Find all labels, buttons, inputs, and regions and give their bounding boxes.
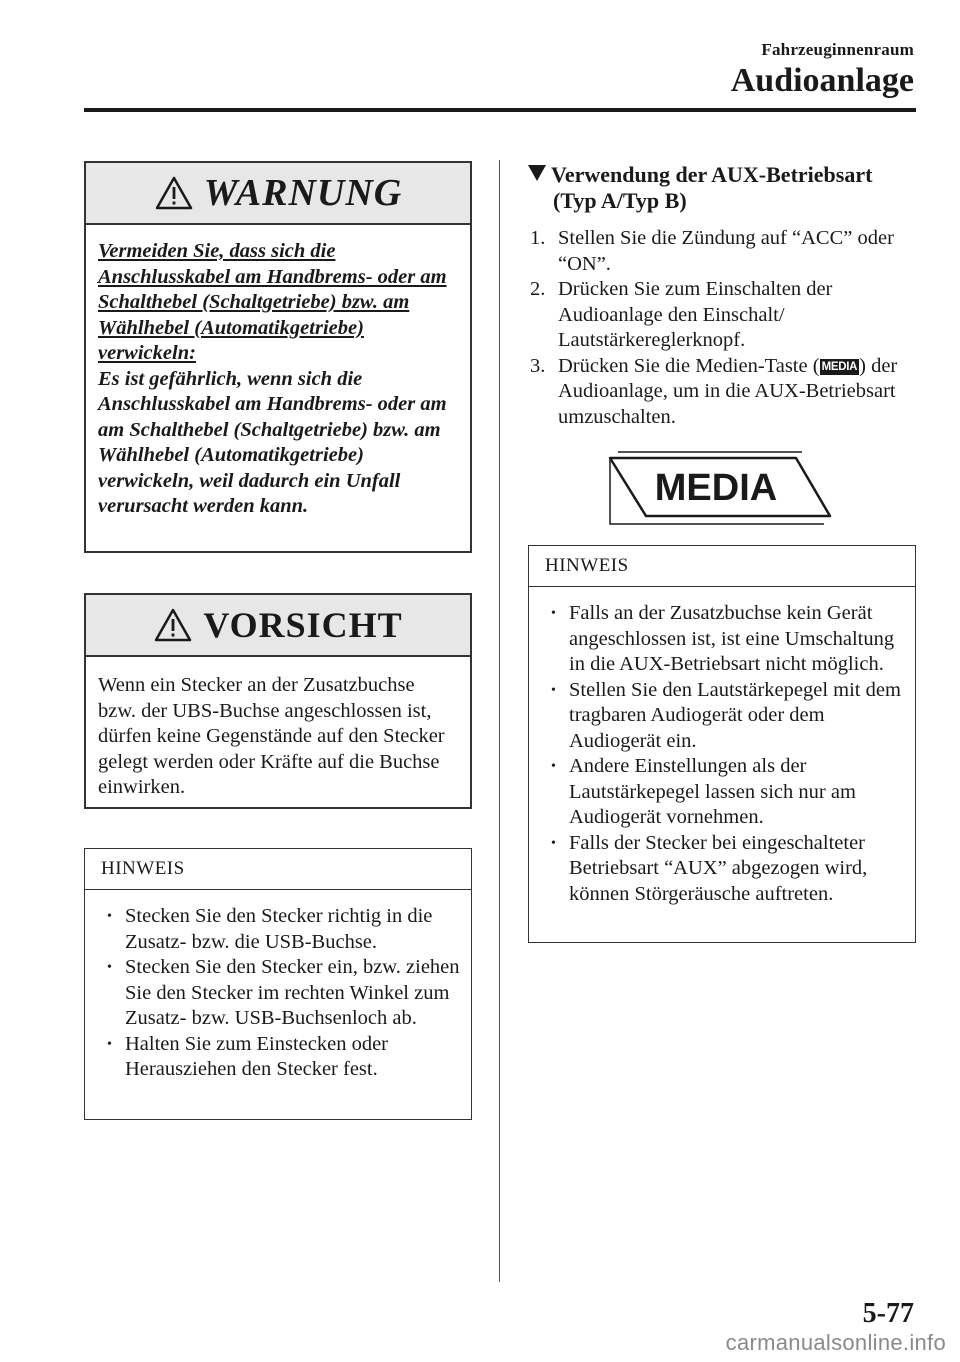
warning-box <box>84 161 472 553</box>
column-divider <box>499 160 500 1282</box>
triangle-down-icon <box>528 165 546 181</box>
steps-list <box>528 226 918 430</box>
caution-body: Wenn ein Stecker an der Zusatzbuchse bzw. der UBS-Buchse angeschlossen ist, dürfen keine Gegenstände auf den Stecker gelegt werden oder Kräfte auf die Buchse einwirken. <box>98 674 445 798</box>
note-box-right <box>528 545 916 943</box>
chapter-title: Audioanlage <box>730 62 914 99</box>
caution-triangle-icon <box>153 607 193 643</box>
step-text: Drücken Sie zum Einschalten der Audioanlage den Einschalt/ Lautstärkereglerknopf. <box>558 278 833 351</box>
warning-body <box>86 225 470 520</box>
warning-header <box>86 163 470 225</box>
list-item: • Stecken Sie den Stecker ein, bzw. ziehen Sie den Stecker im rechten Winkel zum Zusatz- bzw. USB-Buchsenloch ab. <box>105 955 465 1032</box>
media-button-illustration <box>606 448 832 526</box>
list-item: • Falls an der Zusatzbuchse kein Gerät angeschlossen ist, ist eine Umschaltung in die AUX-Betriebsart nicht möglich. <box>549 601 909 678</box>
step-text: Stellen Sie die Zündung auf “ACC” oder “ON”. <box>558 227 894 275</box>
section-title-line1: Verwendung der AUX-Betriebsart <box>551 162 873 187</box>
caution-title: VORSICHT <box>203 605 403 645</box>
header-rule <box>84 108 916 112</box>
step-number: 3. <box>530 354 546 377</box>
watermark-link[interactable]: carmanualsonline.info <box>725 1330 946 1355</box>
step-number: 1. <box>530 227 546 249</box>
warning-lead: Vermeiden Sie, dass sich die Anschlusskabel am Handbrems- oder am Schalthebel (Schaltgetriebe) bzw. am Wählhebel (Automatikgetriebe) verwickeln: <box>98 240 447 364</box>
warning-triangle-icon <box>154 175 194 211</box>
note-list <box>85 890 471 1083</box>
step-text: Drücken Sie die Medien-Taste ( <box>558 354 820 377</box>
warning-title: WARNUNG <box>203 172 403 214</box>
media-button-label: MEDIA <box>654 467 778 509</box>
step-text: ) der Audioanlage, um in die AUX-Betriebsart umzuschalten. <box>558 354 898 428</box>
list-item: • Halten Sie zum Einstecken oder Herausziehen den Stecker fest. <box>105 1032 465 1083</box>
list-item: • Andere Einstellungen als der Lautstärkepegel lassen sich nur am Audiogerät vornehmen. <box>549 754 909 831</box>
list-item: • Falls der Stecker bei eingeschalteter Betriebsart “AUX” abgezogen wird, können Störgeräusche auftreten. <box>549 831 909 908</box>
section-name: Fahrzeuginnenraum <box>761 40 914 59</box>
page-number: 5-77 <box>862 1298 914 1329</box>
caution-box <box>84 593 472 809</box>
note-title: HINWEIS <box>85 849 471 890</box>
step-item <box>528 226 918 277</box>
section-title-line2: (Typ A/Typ B) <box>553 188 687 213</box>
media-key-inline: MEDIA <box>821 360 858 373</box>
list-item: • Stecken Sie den Stecker richtig in die Zusatz- bzw. die USB-Buchse. <box>105 904 465 955</box>
note-list <box>529 587 915 907</box>
page-header <box>731 40 914 100</box>
list-item: • Stellen Sie den Lautstärkepegel mit dem tragbaren Audiogerät oder dem Audiogerät ein. <box>549 678 909 755</box>
warning-text: Es ist gefährlich, wenn sich die Anschlusskabel am Handbrems- oder am am Schalthebel (Schaltgetriebe) bzw. am Wählhebel (Automatikgetriebe) verwickeln, weil dadurch ein Unfall verursacht werden kann. <box>98 367 447 517</box>
note-title: HINWEIS <box>529 546 915 587</box>
step-number: 2. <box>530 278 546 300</box>
caution-header <box>86 595 470 657</box>
section-title <box>528 162 928 214</box>
note-box-left <box>84 848 472 1120</box>
step-item <box>528 277 918 354</box>
step-item <box>528 354 918 431</box>
